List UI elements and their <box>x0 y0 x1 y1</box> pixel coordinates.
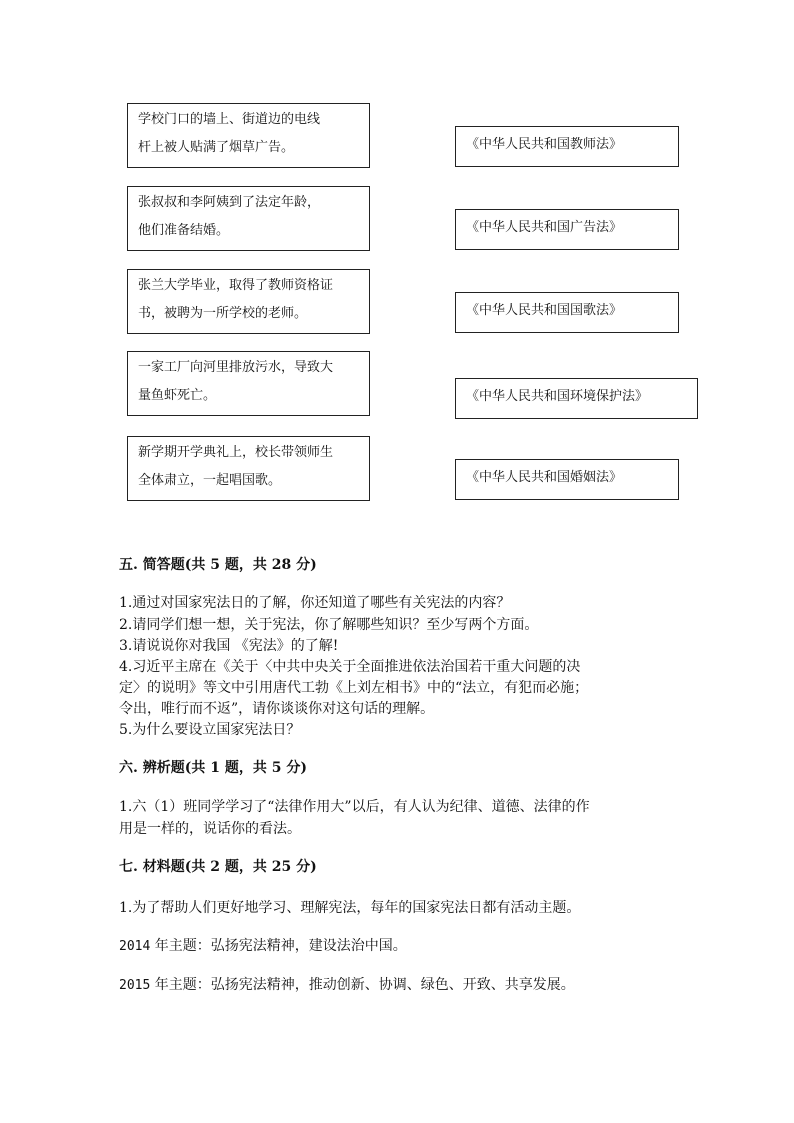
scenario-text: 一家工厂向河里排放污水，导致大 <box>138 360 334 375</box>
scenario-text: 学校门口的墙上、街道边的电线 <box>138 112 321 127</box>
law-box-3 <box>455 292 679 333</box>
theme-year: 2014 <box>119 939 151 954</box>
scenario-text: 书，被聘为一所学校的老师。 <box>138 306 308 321</box>
scenario-text: 杆上被人贴满了烟草广告。 <box>138 140 295 155</box>
question-6-1-line-1: 1.六（1）班同学学习了“法律作用大”以后，有人认为纪律、道德、法律的作 <box>119 799 590 815</box>
scenario-box-3 <box>127 269 370 334</box>
scenario-text: 张兰大学毕业，取得了教师资格证 <box>138 278 334 293</box>
question-5-2: 2.请同学们想一想，关于宪法，你了解哪些知识？至少写两个方面。 <box>119 617 539 633</box>
scenario-box-4 <box>127 351 370 416</box>
theme-text: 年主题：弘扬宪法精神，建设法治中国。 <box>150 938 407 954</box>
question-5-4-line-1: 4.习近平主席在《关于〈中共中央关于全面推进依法治国若干重大问题的决 <box>119 659 581 675</box>
law-box-5 <box>455 459 679 500</box>
law-name: 《中华人民共和国国歌法》 <box>466 303 623 318</box>
section-6-heading: 六. 辨析题(共 1 题，共 5 分) <box>119 760 307 776</box>
law-box-2 <box>455 209 679 250</box>
scenario-box-1 <box>127 103 370 168</box>
scenario-text: 量鱼虾死亡。 <box>138 388 217 403</box>
law-name: 《中华人民共和国婚姻法》 <box>466 470 623 485</box>
scenario-box-2 <box>127 186 370 251</box>
section-5-heading: 五. 简答题(共 5 题，共 28 分) <box>119 557 317 573</box>
question-5-1: 1.通过对国家宪法日的了解，你还知道了哪些有关宪法的内容？ <box>119 595 511 611</box>
law-box-4 <box>455 378 698 419</box>
law-name: 《中华人民共和国环境保护法》 <box>466 389 649 404</box>
theme-2014 <box>119 935 407 955</box>
law-name: 《中华人民共和国广告法》 <box>466 220 623 235</box>
section-7-heading: 七. 材料题(共 2 题，共 25 分) <box>119 859 317 875</box>
scenario-text: 新学期开学典礼上，校长带领师生 <box>138 445 334 460</box>
question-7-1: 1.为了帮助人们更好地学习、理解宪法，每年的国家宪法日都有活动主题。 <box>119 900 581 916</box>
theme-year: 2015 <box>119 978 151 993</box>
scenario-text: 全体肃立，一起唱国歌。 <box>138 473 282 488</box>
scenario-text: 他们准备结婚。 <box>138 223 230 238</box>
question-6-1-line-2: 用是一样的，说话你的看法。 <box>119 821 301 837</box>
scenario-text: 张叔叔和李阿姨到了法定年龄， <box>138 195 321 210</box>
question-5-5: 5.为什么要设立国家宪法日？ <box>119 722 301 738</box>
theme-text: 年主题：弘扬宪法精神，推动创新、协调、绿色、开致、共享发展。 <box>150 977 575 993</box>
question-5-4-line-2: 定〉的说明》等文中引用唐代工勃《上刘左相书》中的“法立，有犯而必施； <box>119 680 589 696</box>
question-5-4-line-3: 令出，唯行而不返”，请你谈谈你对这句话的理解。 <box>119 701 435 717</box>
theme-2015 <box>119 974 575 994</box>
scenario-box-5 <box>127 436 370 501</box>
question-5-3: 3.请说说你对我国 《宪法》的了解! <box>119 638 339 654</box>
law-box-1 <box>455 126 679 167</box>
law-name: 《中华人民共和国教师法》 <box>466 137 623 152</box>
